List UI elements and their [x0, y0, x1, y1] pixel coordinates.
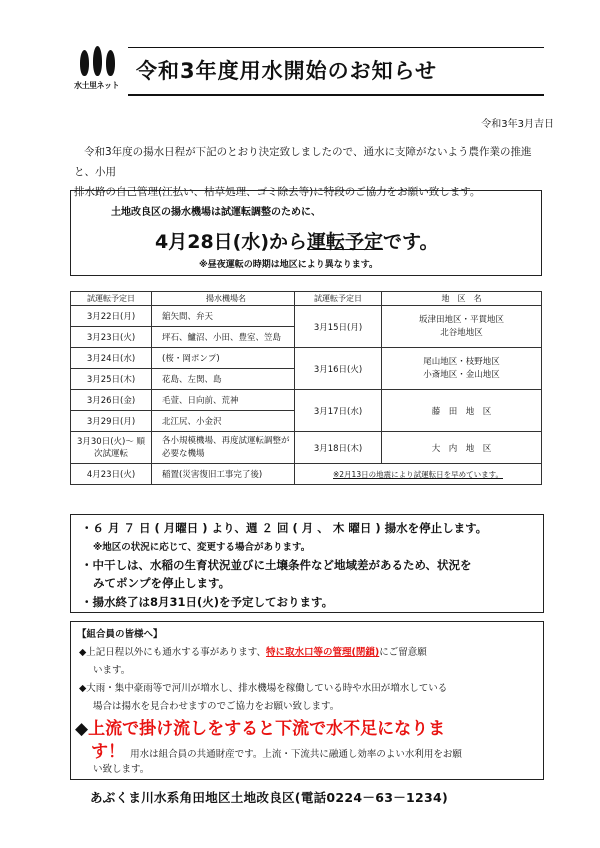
- notice-main-suffix: です。: [383, 231, 439, 253]
- logo-drop-icon: [93, 46, 102, 76]
- district-name: 藤 田 地 区: [382, 390, 542, 432]
- notice-main-prefix: 4月28日(水)から: [155, 231, 308, 253]
- notice-main-underlined: 運転予定: [307, 231, 384, 253]
- intake-warning: 特に取水口等の管理(閉鎖): [266, 647, 380, 658]
- station-name: (桜・岡ポンプ): [152, 348, 295, 369]
- overflow-warning-cont: [91, 737, 462, 762]
- notice-line: 土地改良区の揚水機場は試運転調整のために、: [111, 207, 321, 218]
- title-rule-bottom: [128, 94, 544, 96]
- run-date: 3月22日(月): [71, 306, 152, 327]
- overflow-warning-text: す！: [91, 742, 125, 762]
- station-name: 舘矢間、弁天: [152, 306, 295, 327]
- notice-main: [155, 227, 439, 254]
- issue-date: 令和3年3月吉日: [481, 119, 554, 130]
- table-header: 試運転予定日: [295, 292, 382, 306]
- info-item: ・揚水終了は8月31日(火)を予定しております。: [81, 595, 334, 609]
- earthquake-note-cell: [295, 464, 542, 485]
- intro-line: 令和3年度の揚水日程が下記のとおり決定致しましたので、通水に支障がないよう農作業の推進と、小用: [74, 146, 532, 178]
- table-row: [71, 464, 542, 485]
- run-date: 3月29日(月): [71, 411, 152, 432]
- station-name: 坪石、鱸沼、小田、豊室、笠島: [152, 327, 295, 348]
- table-row: [71, 306, 542, 327]
- table-row: [71, 432, 542, 464]
- district-line: 北谷地地区: [440, 327, 483, 338]
- station-name: 毛萱、日向前、荒神: [152, 390, 295, 411]
- district-run-date: 3月18日(木): [295, 432, 382, 464]
- run-date: 3月24日(水): [71, 348, 152, 369]
- district-line: 尾山地区・枝野地区: [423, 356, 500, 367]
- run-date: 3月26日(金): [71, 390, 152, 411]
- member-note-text: にご留意願: [379, 647, 427, 658]
- run-date: 3月30日(火)～ 順次試運転: [71, 432, 152, 464]
- table-header: 揚水機場名: [152, 292, 295, 306]
- logo-drop-icon: [80, 50, 89, 76]
- member-note: ◆大雨・集中豪雨等で河川が増水し、排水機場を稼働している時や水田が増水している: [79, 683, 448, 694]
- run-date: 4月23日(火): [71, 464, 152, 485]
- diamond-icon: ◆: [75, 719, 89, 739]
- member-note-cont: 場合は揚水を見合わせますのでご協力をお願い致します。: [93, 701, 340, 712]
- station-name: 稲置(災害復旧工事完了後): [152, 464, 295, 485]
- run-date: 3月25日(木): [71, 369, 152, 390]
- station-name: 各小規模機場、再度試運転調整が必要な機場: [152, 432, 295, 464]
- logo: [74, 44, 122, 96]
- info-item: ・６ 月 ７ 日 ( 月曜日 ) より、週 ２ 回 ( 月 、 木 曜日 ) 揚水を停止します。: [81, 521, 488, 535]
- member-note-text: 用水は組合員の共通財産です。上流・下流共に融通し効率のよい水利用をお願: [130, 749, 462, 760]
- members-notice-box: [70, 621, 544, 780]
- members-heading: 【組合員の皆様へ】: [77, 629, 163, 640]
- pump-stop-info-box: [70, 514, 544, 613]
- earthquake-note: ※2月13日の地震により試運転日を早めています。: [333, 469, 503, 479]
- info-sub: ※地区の状況に応じて、変更する場合があります。: [93, 542, 311, 553]
- start-notice-box: [70, 190, 542, 276]
- table-header: 地 区 名: [382, 292, 542, 306]
- district-run-date: 3月17日(水): [295, 390, 382, 432]
- district-name: [382, 306, 542, 348]
- overflow-warning-text: 上流で掛け流しをすると下流で水不足になりま: [88, 719, 446, 739]
- member-note-cont: い致します。: [93, 764, 150, 775]
- test-run-schedule-table: [70, 291, 542, 485]
- table-header: 試運転予定日: [71, 292, 152, 306]
- district-run-date: 3月15日(月): [295, 306, 382, 348]
- member-note-text: ◆上記日程以外にも通水する事があります、: [79, 647, 267, 658]
- logo-drop-icon: [106, 50, 115, 76]
- notice-note: ※昼夜運転の時期は地区により異なります。: [199, 260, 379, 270]
- overflow-warning: [75, 714, 445, 739]
- table-row: [71, 390, 542, 411]
- member-note: [79, 644, 427, 658]
- info-item: ・中干しは、水稲の生育状況並びに土壌条件など地域差があるため、状況を: [81, 558, 472, 572]
- station-name: 花島、左関、島: [152, 369, 295, 390]
- title-rule-top: [128, 47, 544, 48]
- station-name: 北江尻、小金沢: [152, 411, 295, 432]
- table-row: [71, 348, 542, 369]
- district-name: [382, 348, 542, 390]
- district-line: 小斎地区・金山地区: [423, 369, 500, 380]
- info-item: みてポンプを停止します。: [93, 576, 231, 590]
- district-run-date: 3月16日(火): [295, 348, 382, 390]
- page-title: 令和3年度用水開始のお知らせ: [136, 59, 437, 83]
- intro-line: 排水路の自己管理(江払い、枯草処理、ゴミ除去等)に特段のご協力をお願い致します。: [74, 186, 481, 198]
- table-header-row: [71, 292, 542, 306]
- member-note-cont: います。: [93, 665, 131, 676]
- run-date: 3月23日(火): [71, 327, 152, 348]
- district-line: 坂津田地区・平貫地区: [418, 314, 504, 325]
- organization-contact: あぶくま川水系角田地区土地改良区(電話0224－63－1234): [90, 790, 449, 805]
- district-name: 大 内 地 区: [382, 432, 542, 464]
- logo-text: 水土里ネット: [74, 81, 119, 90]
